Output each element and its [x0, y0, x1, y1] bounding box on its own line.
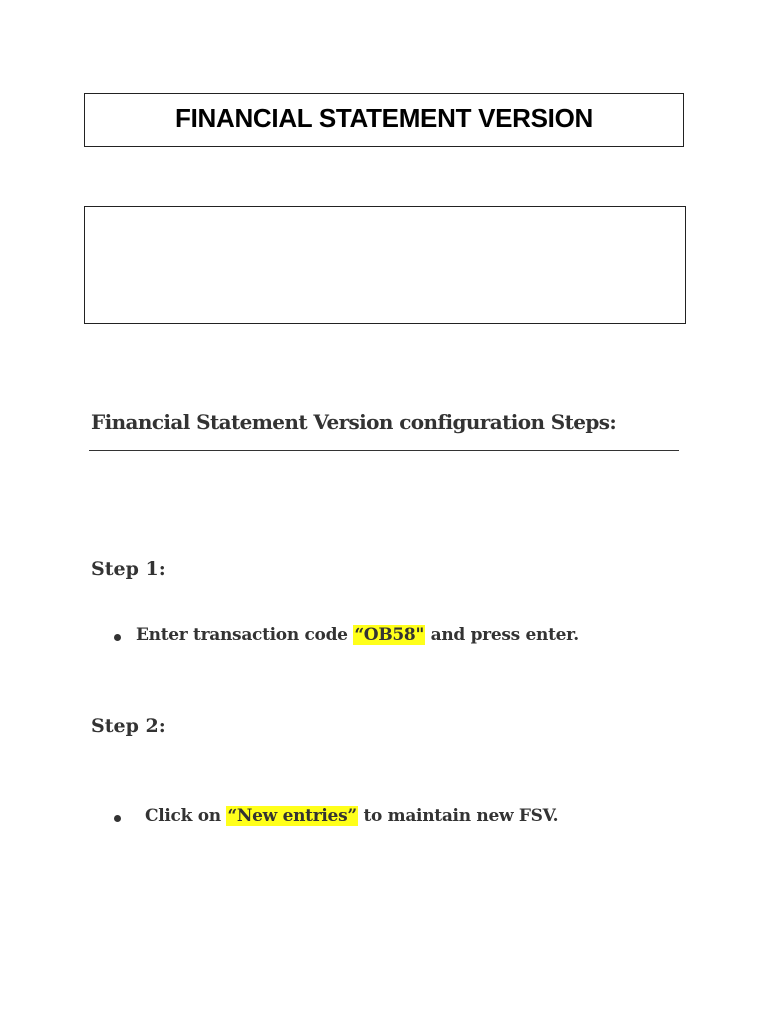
bullet-dot-icon [114, 815, 121, 822]
empty-content-box [84, 206, 686, 324]
document-title: FINANCIAL STATEMENT VERSION [174, 103, 594, 133]
section-heading: Financial Statement Version configuration Steps: [91, 410, 617, 434]
title-box [84, 93, 684, 147]
step-1-highlight: “OB58" [354, 625, 424, 645]
step-1-text-after: and press enter. [425, 625, 579, 645]
step-1-text-before: Enter transaction code [136, 625, 354, 645]
step-2-instruction [145, 806, 558, 826]
step-1-label: Step 1: [91, 558, 166, 580]
step-2-text-before: Click on [145, 806, 227, 826]
step-2-text-after: to maintain new FSV. [357, 806, 559, 826]
heading-underline [89, 450, 679, 451]
bullet-dot-icon [114, 634, 121, 641]
step-2-highlight: “New entries” [227, 806, 357, 826]
step-1-instruction [136, 625, 579, 645]
step-2-label: Step 2: [91, 715, 166, 737]
